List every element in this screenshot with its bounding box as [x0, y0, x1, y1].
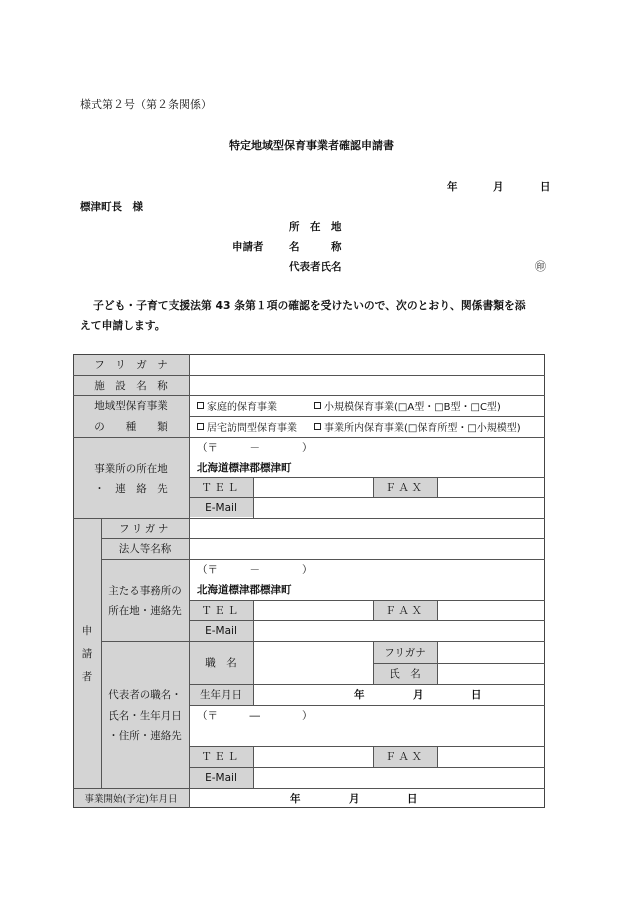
vline — [437, 600, 438, 621]
birth-year: 年 — [354, 689, 365, 701]
corp-name-label: 法人等名称 — [118, 543, 172, 555]
date-month: 月 — [493, 181, 504, 193]
tel-label: ＴＥＬ — [201, 604, 241, 617]
applicant-label: 申請者 — [232, 241, 264, 253]
option-label: 家庭的保育事業 — [207, 402, 277, 413]
rep-label-2: 氏名・生年月日 — [108, 709, 182, 722]
fax-label: ＦＡＸ — [385, 751, 425, 763]
main-office-label-1: 主たる事務所の — [108, 584, 182, 597]
option-small-scale[interactable] — [314, 395, 501, 416]
email-label: E-Mail — [205, 501, 237, 514]
main-office-label-2: 所在地・連絡先 — [108, 604, 182, 617]
vline — [253, 746, 254, 788]
start-year: 年 — [290, 792, 301, 805]
furigana-label: フ リ ガ ナ — [94, 359, 168, 371]
form-number: 様式第２号（第２条関係） — [80, 98, 212, 111]
option-family-childcare[interactable] — [197, 395, 277, 416]
vline — [253, 600, 254, 641]
email-label: E-Mail — [205, 624, 237, 637]
applicant-vertical-3: 者 — [81, 670, 93, 683]
option-home-visit[interactable] — [197, 416, 297, 437]
office-label-1: 事業所の所在地 — [94, 462, 168, 475]
business-type-label-2: の 種 類 — [94, 421, 168, 433]
date-day: 日 — [540, 181, 551, 193]
tel-label: ＴＥＬ — [201, 481, 241, 494]
option-label: 事業所内保育事業(□保育所型・□小規模型) — [324, 423, 521, 434]
start-day: 日 — [407, 792, 418, 805]
job-title-label: 職 名 — [205, 657, 237, 669]
rep-postal[interactable]: （〒 ― ） — [197, 709, 313, 722]
page-title: 特定地域型保育事業者確認申請書 — [229, 139, 394, 152]
vline — [253, 641, 254, 705]
applicant-address-label: 所 在 地 — [289, 221, 342, 233]
start-month: 月 — [349, 792, 360, 805]
applicant-vertical-2: 請 — [81, 647, 93, 660]
checkbox-icon[interactable] — [197, 423, 204, 430]
rep-label-3: ・住所・連絡先 — [108, 729, 182, 742]
addressee: 標津町長 様 — [80, 201, 143, 213]
body-text-line1: 子ども・子育て支援法第 43 条第１項の確認を受けたいので、次のとおり、関係書類を添 — [93, 299, 526, 312]
vline — [253, 477, 254, 518]
body-text-line2: えて申請します。 — [80, 319, 166, 332]
option-label: 小規模保育事業(□A型・□B型・□C型) — [324, 402, 501, 413]
applicant-vertical-1: 申 — [81, 624, 93, 637]
vline — [437, 746, 438, 767]
checkbox-icon[interactable] — [314, 402, 321, 409]
corp-furigana-label: フリガナ — [119, 522, 171, 535]
main-office-postal[interactable]: （〒 － ） — [197, 563, 313, 576]
applicant-name-label: 名 称 — [289, 241, 342, 253]
start-date-label: 事業開始(予定)年月日 — [84, 794, 178, 805]
option-label: 居宅訪問型保育事業 — [207, 423, 297, 434]
hline — [101, 559, 545, 560]
office-postal[interactable]: （〒 － ） — [197, 441, 313, 454]
rep-name-label: 氏 名 — [389, 668, 421, 680]
fax-label: ＦＡＸ — [385, 604, 425, 617]
email-label: E-Mail — [205, 771, 237, 784]
office-label-2: ・ 連 絡 先 — [94, 482, 168, 495]
option-workplace[interactable] — [314, 416, 521, 437]
rep-furigana-label: フリガナ — [384, 646, 426, 659]
business-type-label-1: 地域型保育事業 — [94, 400, 168, 412]
seal-mark: ㊞ — [535, 260, 546, 273]
representative-name-label: 代表者氏名 — [289, 261, 342, 273]
tel-label: ＴＥＬ — [201, 751, 241, 763]
vline — [189, 354, 190, 808]
checkbox-icon[interactable] — [314, 423, 321, 430]
birth-day: 日 — [471, 689, 482, 701]
fax-label: ＦＡＸ — [385, 481, 425, 494]
birthdate-label: 生年月日 — [200, 689, 242, 701]
main-office-address[interactable]: 北海道標津郡標津町 — [197, 584, 292, 596]
vline — [437, 477, 438, 498]
vline — [437, 641, 438, 684]
date-year: 年 — [447, 181, 458, 193]
hline — [101, 641, 545, 642]
rep-label-1: 代表者の職名・ — [108, 689, 182, 701]
checkbox-icon[interactable] — [197, 402, 204, 409]
office-address[interactable]: 北海道標津郡標津町 — [197, 461, 292, 474]
facility-name-label: 施 設 名 称 — [94, 379, 168, 392]
birth-month: 月 — [413, 689, 424, 701]
